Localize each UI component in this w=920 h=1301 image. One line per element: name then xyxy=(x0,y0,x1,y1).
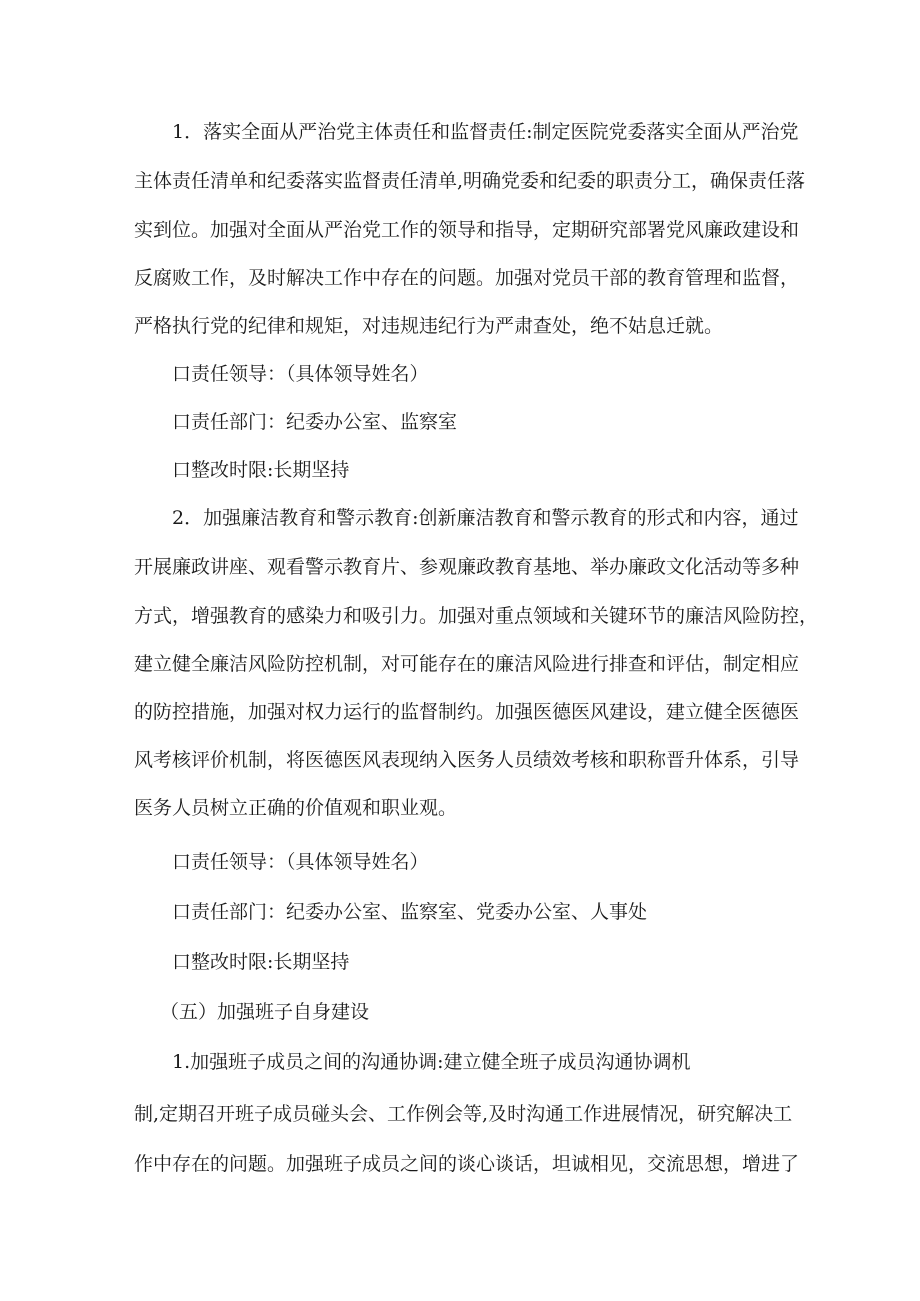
paragraph-1-line-5: 严格执行党的纪律和规矩，对违规违纪行为严肃查处，绝不姑息迁就。 xyxy=(134,315,724,337)
responsible-leader-item: 口责任领导：（具体领导姓名） xyxy=(172,363,429,385)
section-heading-5: （五）加强班子自身建设 xyxy=(160,1001,370,1023)
responsible-department-item: 口责任部门：纪委办公室、监察室 xyxy=(172,411,458,433)
paragraph-1-line-2: 主体责任清单和纪委落实监督责任清单,明确党委和纪委的职责分工，确保责任落 xyxy=(134,170,806,192)
paragraph-1-line-1: 1．落实全面从严治党主体责任和监督责任:制定医院党委落实全面从严治党 xyxy=(172,121,799,143)
paragraph-1-line-4: 反腐败工作，及时解决工作中存在的问题。加强对党员干部的教育管理和监督， xyxy=(134,267,800,289)
paragraph-3-line-1: 1.加强班子成员之间的沟通协调:建立健全班子成员沟通协调机 xyxy=(172,1051,691,1073)
deadline-item: 口整改时限:长期坚持 xyxy=(172,459,350,481)
paragraph-2-line-5: 的防控措施，加强对权力运行的监督制约。加强医德医风建设，建立健全医德医 xyxy=(134,701,800,723)
paragraph-2-line-6: 风考核评价机制，将医德医风表现纳入医务人员绩效考核和职称晋升体系，引导 xyxy=(134,749,800,771)
paragraph-1-line-3: 实到位。加强对全面从严治党工作的领导和指导，定期研究部署党风廉政建设和 xyxy=(134,219,800,241)
paragraph-3-line-3: 作中存在的问题。加强班子成员之间的谈心谈话，坦诚相见，交流思想，增进了 xyxy=(134,1153,800,1175)
paragraph-2-line-4: 建立健全廉洁风险防控机制，对可能存在的廉洁风险进行排查和评估，制定相应 xyxy=(134,653,800,675)
paragraph-2-line-7: 医务人员树立正确的价值观和职业观。 xyxy=(134,797,458,819)
paragraph-3-line-2: 制,定期召开班子成员碰头会、工作例会等,及时沟通工作进展情况，研究解决工 xyxy=(134,1103,793,1125)
paragraph-2-line-2: 开展廉政讲座、观看警示教育片、参观廉政教育基地、举办廉政文化活动等多种 xyxy=(134,556,800,578)
responsible-department-item: 口责任部门：纪委办公室、监察室、党委办公室、人事处 xyxy=(172,901,648,923)
responsible-leader-item: 口责任领导：（具体领导姓名） xyxy=(172,851,429,873)
deadline-item: 口整改时限:长期坚持 xyxy=(172,951,350,973)
paragraph-2-line-1: 2．加强廉洁教育和警示教育:创新廉洁教育和警示教育的形式和内容，通过 xyxy=(172,507,799,529)
paragraph-2-line-3: 方式，增强教育的感染力和吸引力。加强对重点领域和关键环节的廉洁风险防控， xyxy=(134,605,819,627)
